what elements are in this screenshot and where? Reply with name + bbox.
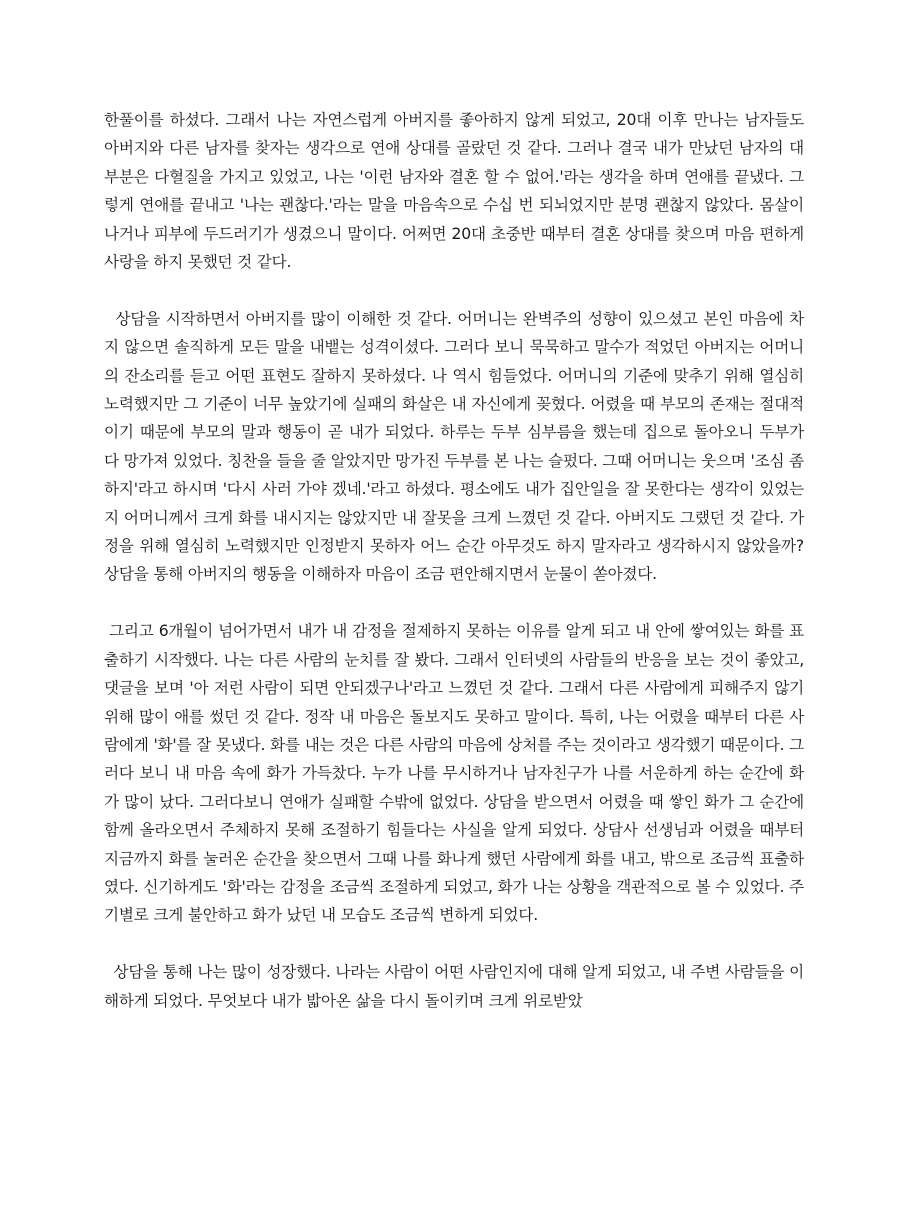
- document-body: [104, 106, 809, 1015]
- paragraph-gap: [104, 589, 804, 617]
- paragraph-1: 한풀이를 하셨다. 그래서 나는 자연스럽게 아버지를 좋아하지 않게 되었고, 20대 이후 만나는 남자들도 아버지와 다른 남자를 찾자는 생각으로 연애 상대를 골랐던 것 같다. 그러나 결국 내가 만났던 남자의 대부분은 다혈질을 가지고 있었고, 나는 '이런 남자와 결혼 할 수 없어.'라는 생각을 하며 연애를 끝냈다. 그렇게 연애를 끝내고 '나는 괜찮다.'라는 말을 마음속으로 수십 번 되뇌었지만 분명 괜찮지 않았다. 몸살이 나거나 피부에 두드러기가 생겼으니 말이다. 어쩌면 20대 초중반 때부터 결혼 상대를 찾으며 마음 편하게 사랑을 하지 못했던 것 같다.: [104, 111, 809, 272]
- paragraph-gap: [104, 276, 804, 304]
- paragraph-gap: [104, 930, 804, 958]
- paragraph-2: 상담을 시작하면서 아버지를 많이 이해한 것 같다. 어머니는 완벽주의 성향이 있으셨고 본인 마음에 차지 않으면 솔직하게 모든 말을 내뱉는 성격이셨다. 그러다 보니 묵묵하고 말수가 적었던 아버지는 어머니의 잔소리를 듣고 어떤 표현도 잘하지 못하셨다. 나 역시 힘들었다. 어머니의 기준에 맞추기 위해 열심히 노력했지만 그 기준이 너무 높았기에 실패의 화살은 내 자신에게 꽂혔다. 어렸을 때 부모의 존재는 절대적이기 때문에 부모의 말과 행동이 곧 내가 되었다. 하루는 두부 심부름을 했는데 집으로 돌아오니 두부가 다 망가져 있었다. 칭찬을 들을 줄 알았지만 망가진 두부를 본 나는 슬펐다. 그때 어머니는 웃으며 '조심 좀 하지'라고 하시며 '다시 사러 가야 겠네.'라고 하셨다. 평소에도 내가 집안일을 잘 못한다는 생각이 있었는지 어머니께서 크게 화를 내시지는 않았지만 내 잘못을 크게 느꼈던 것 같다. 아버지도 그랬던 것 같다. 가정을 위해 열심히 노력했지만 인정받지 못하자 어느 순간 아무것도 하지 말자라고 생각하시지 않았을까? 상담을 통해 아버지의 행동을 이해하자 마음이 조금 편안해지면서 눈물이 쏟아졌다.: [104, 309, 809, 584]
- paragraph-4: 상담을 통해 나는 많이 성장했다. 나라는 사람이 어떤 사람인지에 대해 알게 되었고, 내 주변 사람들을 이해하게 되었다. 무엇보다 내가 밟아온 삶을 다시 돌이키며 크게 위로받았: [104, 963, 804, 1010]
- paragraph-3: 그리고 6개월이 넘어가면서 내가 내 감정을 절제하지 못하는 이유를 알게 되고 내 안에 쌓여있는 화를 표출하기 시작했다. 나는 다른 사람의 눈치를 잘 봤다. 그래서 인터넷의 사람들의 반응을 보는 것이 좋았고, 댓글을 보며 '아 저런 사람이 되면 안되겠구나'라고 느꼈던 것 같다. 그래서 다른 사람에게 피해주지 않기 위해 많이 애를 썼던 것 같다. 정작 내 마음은 돌보지도 못하고 말이다. 특히, 나는 어렸을 때부터 다른 사람에게 '화'를 잘 못냈다. 화를 내는 것은 다른 사람의 마음에 상처를 주는 것이라고 생각했기 때문이다. 그러다 보니 내 마음 속에 화가 가득찼다. 누가 나를 무시하거나 남자친구가 나를 서운하게 하는 순간에 화가 많이 났다. 그러다보니 연애가 실패할 수밖에 없었다. 상담을 받으면서 어렸을 때 쌓인 화가 그 순간에 함께 올라오면서 주체하지 못해 조절하기 힘들다는 사실을 알게 되었다. 상담사 선생님과 어렸을 때부터 지금까지 화를 눌러온 순간을 찾으면서 그때 나를 화나게 했던 사람에게 화를 내고, 밖으로 조금씩 표출하였다. 신기하게도 '화'라는 감정을 조금씩 조절하게 되었고, 화가 나는 상황을 객관적으로 볼 수 있었다. 주기별로 크게 불안하고 화가 났던 내 모습도 조금씩 변하게 되었다.: [104, 622, 809, 925]
